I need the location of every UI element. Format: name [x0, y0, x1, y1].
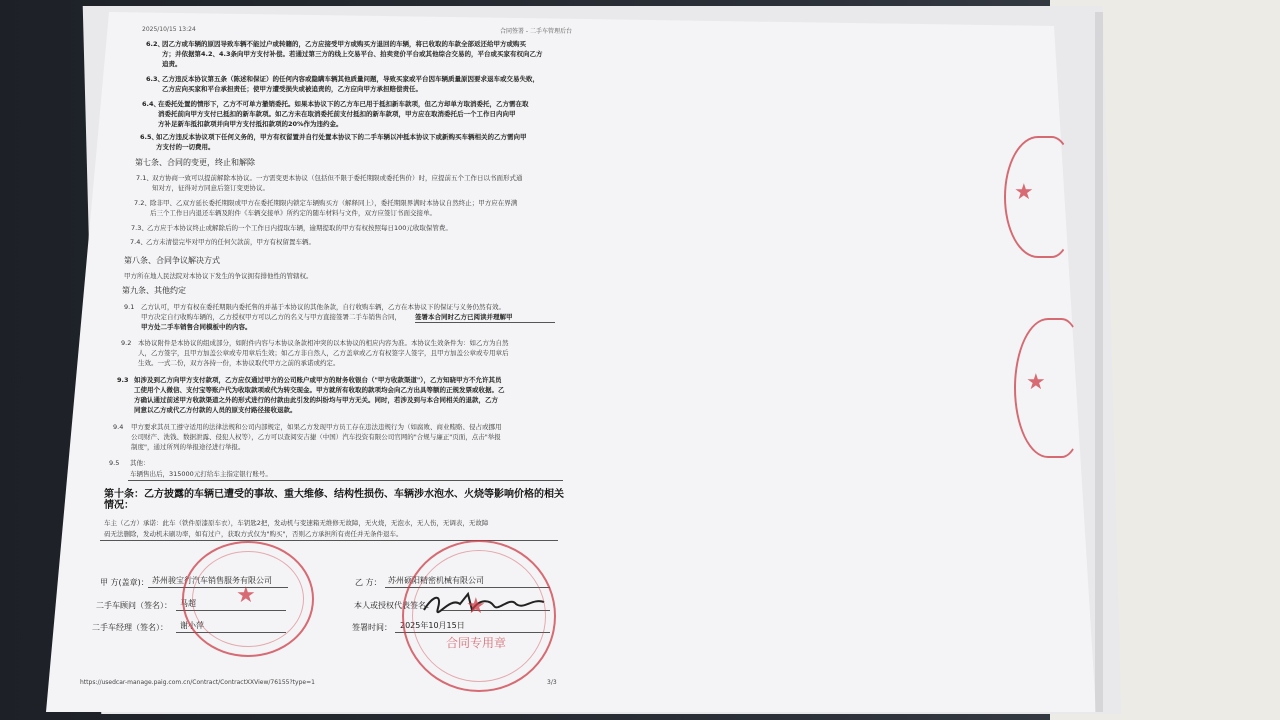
- party-b-label: 乙 方：: [355, 578, 382, 587]
- sign-date-label: 签署时间：: [352, 623, 392, 632]
- advisor-value: 马超: [180, 599, 196, 608]
- section-7-title: 第七条、合同的变更，终止和解除: [135, 158, 255, 167]
- page-edge-shadow: [1095, 12, 1103, 712]
- edge-seal-bottom-icon: ★: [1014, 318, 1082, 458]
- manager-label: 二手车经理（签名）：: [92, 623, 168, 632]
- page-number: 3/3: [547, 679, 557, 686]
- section-8-title: 第八条、合同争议解决方式: [124, 256, 220, 265]
- manager-value: 谢小萍: [180, 621, 204, 630]
- section-10-line-1: 车主（乙方）承诺：此车（铁件原漆原车衣），车钥匙2把，发动机与变速箱无维修无故障，无火烧，无泡水，无人伤，无调表，无故障: [104, 519, 489, 527]
- print-datetime: 2025/10/15 13:24: [142, 26, 196, 33]
- section-10-title-2: 情况：: [104, 500, 134, 511]
- party-b-value: 苏州硕阳精密机械有限公司: [388, 576, 484, 585]
- section-10-line-2: 码无法删除，发动机未刷功率，如有过户，获取方式仅为"购买"，否则乙方承担所有责任并无条件退车。: [104, 530, 403, 538]
- footer-url: https://usedcar-manage.paig.com.cn/Contract/ContractXXView/76155?type=1: [80, 679, 315, 686]
- sign-date-value: 2025年10月15日: [400, 621, 465, 630]
- rep-signature-label: 本人或授权代表签名：: [354, 601, 434, 610]
- advisor-label: 二手车顾问（签名）：: [96, 601, 172, 610]
- party-a-seal-icon: ★: [182, 541, 314, 657]
- edge-seal-top-icon: ★: [1004, 136, 1072, 258]
- print-title: 合同签署 - 二手车管理后台: [500, 28, 572, 35]
- section-8-text: 甲方所在地人民法院对本协议下发生的争议拥有排他性的管辖权。: [124, 272, 313, 280]
- section-10-title: 第十条：乙方披露的车辆已遭受的事故、重大维修、结构性损伤、车辆涉水泡水、火烧等影响价格的相关: [104, 489, 564, 500]
- party-a-value: 苏州骏宝行汽车销售服务有限公司: [152, 576, 272, 585]
- party-a-label: 甲 方(盖章)：: [100, 578, 149, 587]
- contract-seal-icon: ★ 合同专用章: [402, 540, 556, 692]
- section-9-title: 第九条、其他约定: [122, 286, 186, 295]
